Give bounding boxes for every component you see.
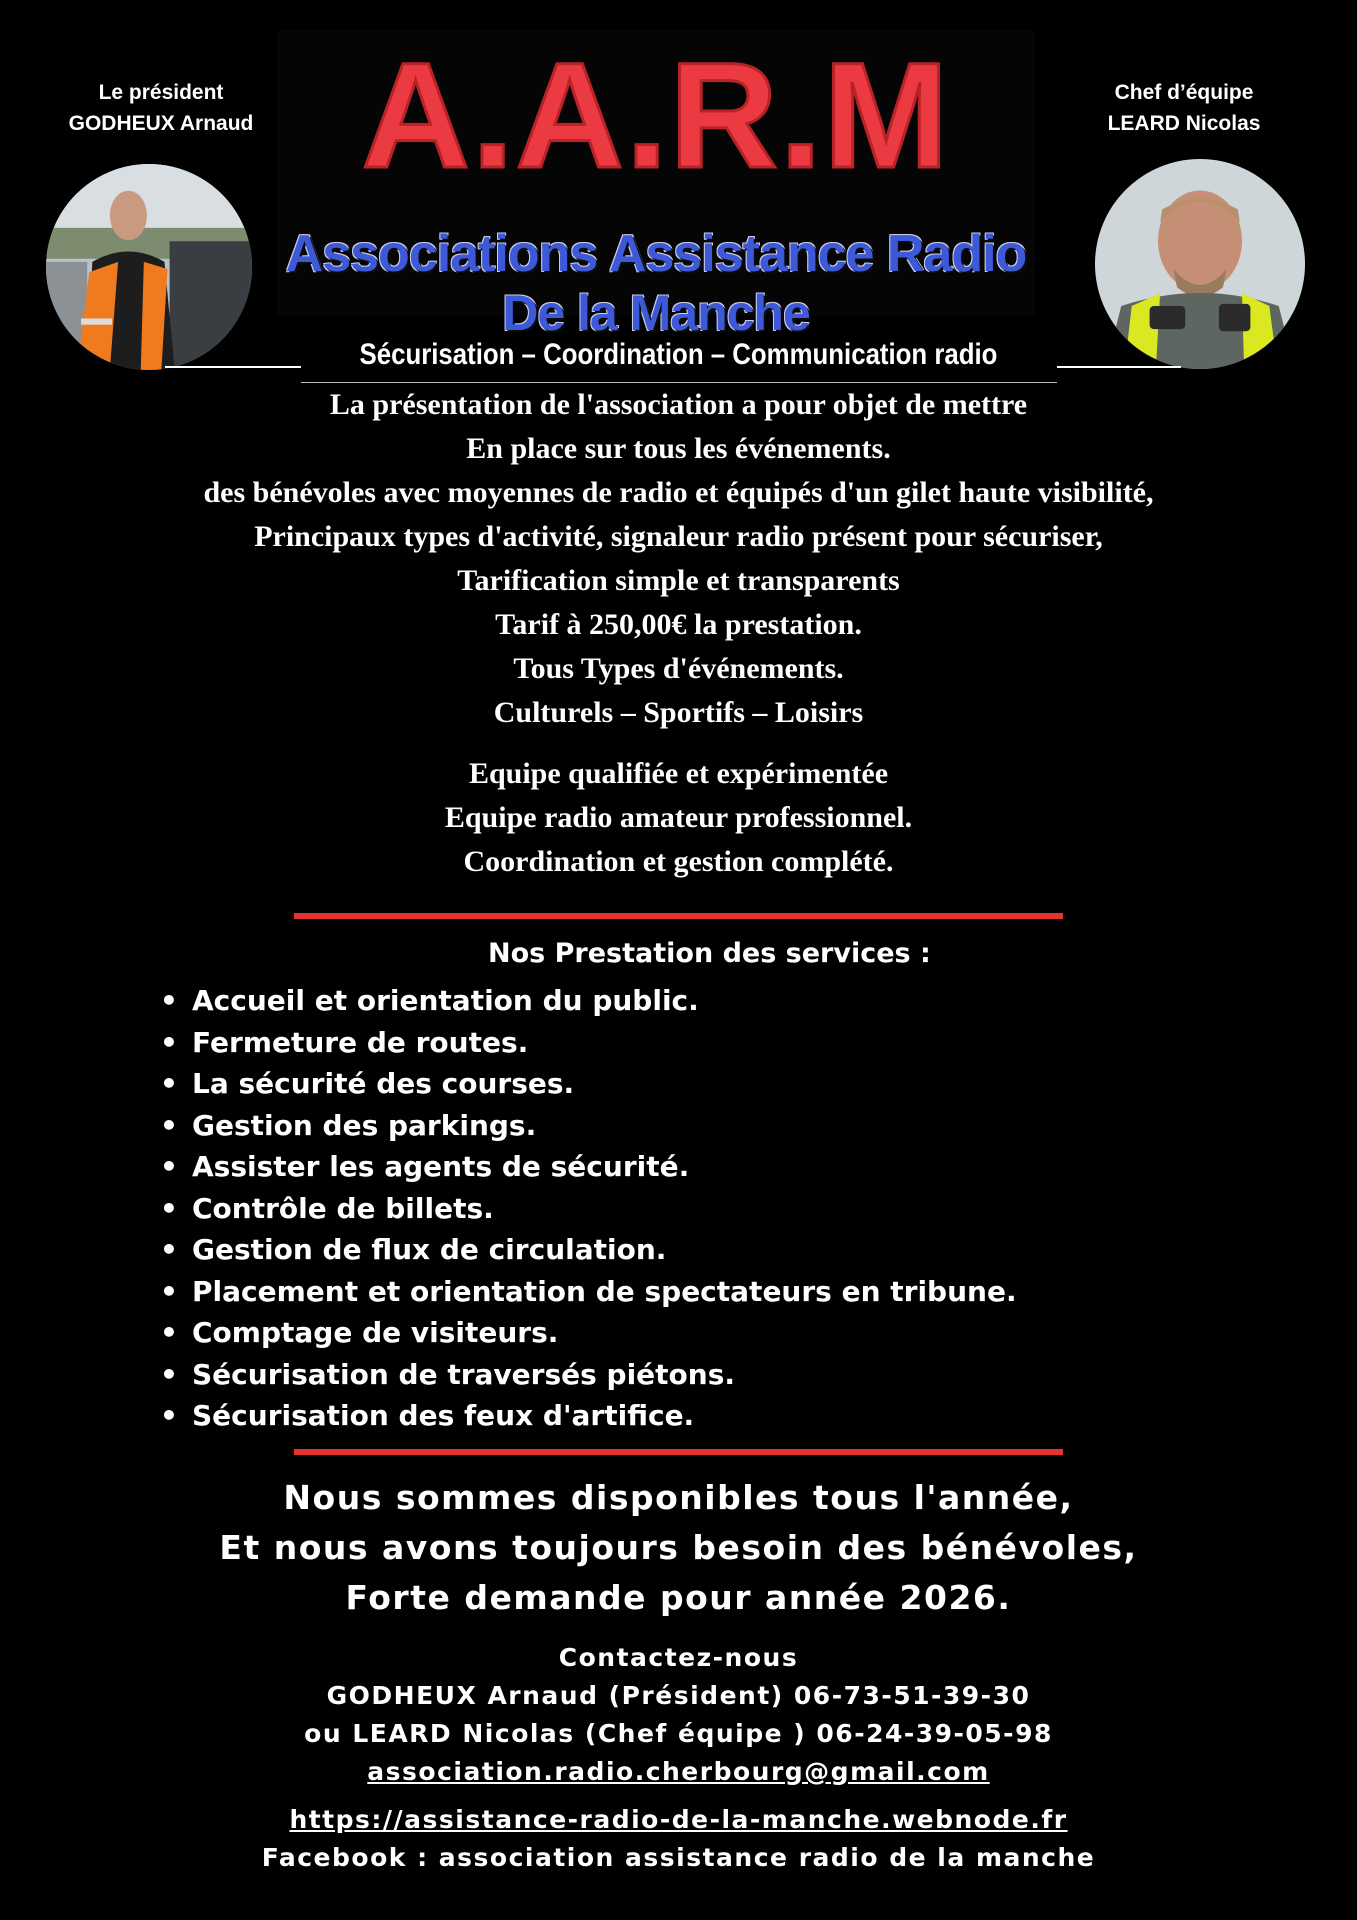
section-divider-bottom bbox=[294, 1449, 1063, 1455]
service-item bbox=[160, 1229, 1017, 1271]
bullet-icon: • bbox=[160, 1233, 178, 1266]
services-list bbox=[160, 980, 1017, 1437]
logo-acronym: A.A.R.M bbox=[361, 31, 951, 199]
bullet-icon: • bbox=[160, 1357, 178, 1391]
description-line: Culturels – Sportifs – Loisirs bbox=[493, 696, 864, 729]
service-item bbox=[160, 1146, 1017, 1188]
service-item bbox=[160, 1395, 1017, 1437]
service-item bbox=[160, 1022, 1017, 1064]
service-label: Gestion des parkings. bbox=[192, 1108, 537, 1142]
service-item bbox=[160, 1271, 1017, 1313]
service-label: La sécurité des courses. bbox=[192, 1067, 575, 1100]
bullet-icon: • bbox=[160, 1150, 178, 1183]
availability-line: Nous sommes disponibles tous l'année, bbox=[283, 1478, 1074, 1517]
contact-heading: Contactez-nous bbox=[558, 1643, 799, 1672]
bullet-icon: • bbox=[160, 1316, 178, 1349]
president-name: GODHEUX Arnaud bbox=[68, 112, 254, 135]
bullet-icon: • bbox=[160, 1067, 178, 1100]
contact-email-link[interactable]: association.radio.cherbourg@gmail.com bbox=[367, 1757, 990, 1786]
service-item bbox=[160, 980, 1017, 1022]
service-item bbox=[160, 1188, 1017, 1230]
chef-caption bbox=[1054, 77, 1314, 139]
tariff-line: Tarif à 250,00€ la prestation. bbox=[495, 608, 862, 641]
description-line: Tous Types d'événements. bbox=[513, 652, 844, 685]
bullet-icon: • bbox=[160, 1108, 178, 1142]
service-label: Sécurisation des feux d'artifice. bbox=[192, 1399, 695, 1432]
website-link[interactable]: https://assistance-radio-de-la-manche.webnode.fr bbox=[289, 1805, 1068, 1834]
service-item bbox=[160, 1354, 1017, 1396]
bullet-icon: • bbox=[160, 1274, 178, 1308]
service-label: Assister les agents de sécurité. bbox=[192, 1150, 690, 1183]
description-line: Principaux types d'activité, signaleur radio présent pour sécuriser, bbox=[254, 520, 1103, 553]
availability-line: Forte demande pour année 2026. bbox=[345, 1578, 1012, 1617]
team-description bbox=[0, 752, 1357, 884]
service-item bbox=[160, 1063, 1017, 1105]
tagline: Sécurisation – Coordination – Communication radio bbox=[359, 338, 998, 371]
contact-block bbox=[0, 1639, 1357, 1877]
service-label: Placement et orientation de spectateurs en tribune. bbox=[192, 1274, 1017, 1308]
description-line: des bénévoles avec moyennes de radio et équipés d'un gilet haute visibilité, bbox=[203, 476, 1154, 509]
service-label: Fermeture de routes. bbox=[192, 1025, 529, 1059]
availability-line: Et nous avons toujours besoin des bénévoles, bbox=[219, 1528, 1138, 1567]
description-line: Tarification simple et transparents bbox=[457, 564, 900, 597]
president-role: Le président bbox=[98, 81, 224, 104]
aarm-logo bbox=[277, 30, 1035, 341]
service-item bbox=[160, 1312, 1017, 1354]
services-title: Nos Prestation des services : bbox=[488, 938, 931, 969]
description-line: En place sur tous les événements. bbox=[466, 432, 891, 465]
facebook-line: Facebook : association assistance radio de la manche bbox=[261, 1843, 1096, 1872]
contact-chef: ou LEARD Nicolas (Chef équipe ) 06-24-39-05-98 bbox=[304, 1719, 1053, 1748]
service-label: Accueil et orientation du public. bbox=[192, 984, 699, 1017]
bullet-icon: • bbox=[160, 1191, 178, 1225]
availability-block bbox=[0, 1473, 1357, 1623]
team-line: Coordination et gestion complété. bbox=[463, 845, 894, 878]
contact-president: GODHEUX Arnaud (Président) 06-73-51-39-30 bbox=[326, 1681, 1031, 1710]
service-label: Gestion de flux de circulation. bbox=[192, 1233, 667, 1266]
service-item bbox=[160, 1105, 1017, 1147]
association-description bbox=[0, 383, 1357, 735]
section-divider-top bbox=[294, 913, 1063, 919]
service-label: Sécurisation de traversés piétons. bbox=[192, 1357, 736, 1391]
chef-role: Chef d’équipe bbox=[1114, 81, 1254, 104]
chef-name: LEARD Nicolas bbox=[1107, 112, 1261, 135]
bullet-icon: • bbox=[160, 984, 178, 1017]
logo-line-manche: De la Manche bbox=[502, 285, 810, 341]
logo-line-associations: Associations Assistance Radio bbox=[285, 225, 1027, 283]
president-caption bbox=[31, 77, 291, 139]
bullet-icon: • bbox=[160, 1025, 178, 1059]
service-label: Contrôle de billets. bbox=[192, 1191, 494, 1225]
bullet-icon: • bbox=[160, 1399, 178, 1432]
team-line: Equipe qualifiée et expérimentée bbox=[468, 757, 889, 790]
description-line: La présentation de l'association a pour objet de mettre bbox=[329, 388, 1028, 421]
team-line: Equipe radio amateur professionnel. bbox=[444, 801, 913, 834]
service-label: Comptage de visiteurs. bbox=[192, 1316, 559, 1349]
